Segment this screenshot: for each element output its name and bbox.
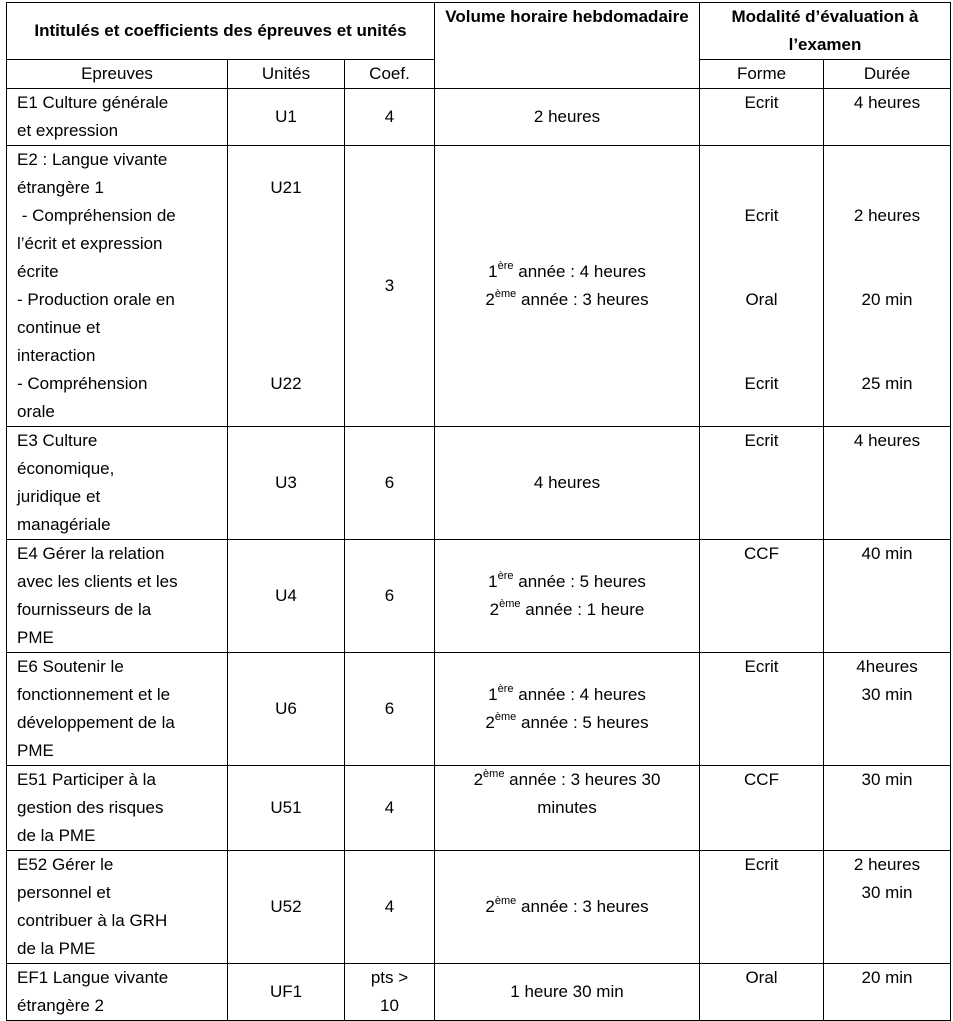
unite-cell-a: U21 — [270, 178, 302, 197]
unite-cell: U52 — [228, 851, 345, 964]
duree-cell-2: 20 min — [861, 290, 913, 309]
coef-cell: pts > 10 — [370, 968, 409, 1015]
table-row — [7, 146, 951, 427]
header-forme: Forme — [700, 60, 824, 89]
forme-cell: Ecrit — [700, 653, 824, 766]
duree-cell-3: 25 min — [861, 374, 913, 393]
epreuve-cell: E3 Culture économique, juridique et managériale — [17, 431, 115, 534]
exam-table — [6, 2, 951, 1021]
coef-cell: 4 — [345, 766, 435, 851]
unite-cell: UF1 — [228, 964, 345, 1021]
header-unites: Unités — [228, 60, 345, 89]
header-row-groups — [7, 3, 951, 60]
volume-cell: 1 heure 30 min — [435, 964, 700, 1021]
volume-cell: 2ème année : 3 heures — [435, 851, 700, 964]
duree-cell: 30 min — [824, 766, 951, 851]
coef-cell: 6 — [345, 427, 435, 540]
header-volume: Volume horaire hebdomadaire — [435, 3, 700, 89]
volume-cell: 2 heures — [435, 89, 700, 146]
header-epreuves: Epreuves — [7, 60, 228, 89]
duree-cell: 4 heures — [824, 427, 951, 540]
epreuve-cell: E52 Gérer le personnel et contribuer à la GRH de la PME — [17, 855, 168, 958]
epreuve-cell: E51 Participer à la gestion des risques de la PME — [17, 770, 164, 845]
table-row — [7, 540, 951, 653]
volume-cell: 1ère année : 4 heures 2ème année : 5 heures — [435, 653, 700, 766]
forme-cell-2: Oral — [745, 290, 778, 309]
header-coef: Coef. — [345, 60, 435, 89]
table-row — [7, 851, 951, 964]
forme-cell-1: Ecrit — [744, 206, 779, 225]
forme-cell: CCF — [700, 766, 824, 851]
epreuve-cell: E2 : Langue vivante étrangère 1 - Compréhension de l’écrit et expression écrite - Production orale en continue et interaction - Compréhension orale — [17, 150, 176, 421]
duree-cell: 4 heures — [824, 89, 951, 146]
volume-cell: 1ère année : 4 heures 2ème année : 3 heures — [435, 146, 700, 427]
unite-cell-b: U22 — [270, 374, 302, 393]
table-row — [7, 427, 951, 540]
unite-cell: U1 — [228, 89, 345, 146]
table-row — [7, 766, 951, 851]
coef-cell: 6 — [345, 540, 435, 653]
coef-cell: 6 — [345, 653, 435, 766]
duree-cell-1: 2 heures — [853, 206, 921, 225]
unite-cell: U51 — [228, 766, 345, 851]
forme-cell: Ecrit — [700, 427, 824, 540]
coef-cell: 3 — [345, 146, 435, 427]
table-row — [7, 653, 951, 766]
duree-cell: 40 min — [824, 540, 951, 653]
duree-cell: 4heures 30 min — [856, 657, 918, 704]
unite-cell: U4 — [228, 540, 345, 653]
unite-cell: U6 — [228, 653, 345, 766]
epreuve-cell: EF1 Langue vivante étrangère 2 — [17, 968, 169, 1015]
epreuve-cell: E1 Culture générale et expression — [17, 93, 169, 140]
coef-cell: 4 — [345, 89, 435, 146]
coef-cell: 4 — [345, 851, 435, 964]
unite-cell: U3 — [228, 427, 345, 540]
forme-cell: Ecrit — [700, 89, 824, 146]
epreuve-cell: E6 Soutenir le fonctionnement et le développement de la PME — [17, 657, 175, 760]
duree-cell: 2 heures 30 min — [853, 855, 921, 902]
forme-cell-3: Ecrit — [744, 374, 779, 393]
header-modalite: Modalité d’évaluation à l’examen — [700, 3, 951, 60]
forme-cell: Oral — [700, 964, 824, 1021]
header-intitules: Intitulés et coefficients des épreuves et unités — [7, 3, 435, 60]
volume-cell: 2ème année : 3 heures 30 minutes — [435, 766, 700, 851]
table-row — [7, 89, 951, 146]
table-row — [7, 964, 951, 1021]
volume-cell: 4 heures — [435, 427, 700, 540]
header-duree: Durée — [824, 60, 951, 89]
epreuve-cell: E4 Gérer la relation avec les clients et les fournisseurs de la PME — [17, 544, 178, 647]
forme-cell: CCF — [700, 540, 824, 653]
duree-cell: 20 min — [824, 964, 951, 1021]
forme-cell: Ecrit — [700, 851, 824, 964]
volume-cell: 1ère année : 5 heures 2ème année : 1 heure — [435, 540, 700, 653]
